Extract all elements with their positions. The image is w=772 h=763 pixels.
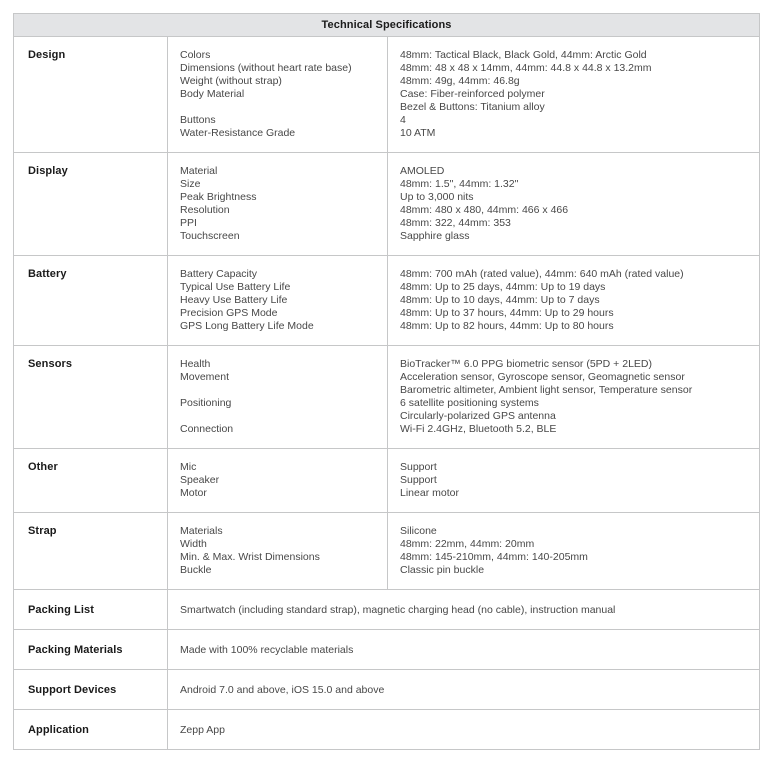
attribute-value: Circularly-polarized GPS antenna [400, 410, 556, 422]
attribute-label: Size [180, 178, 201, 190]
attribute-value: 4 [400, 114, 406, 126]
category-cell [14, 153, 168, 256]
category-cell [14, 670, 168, 710]
attribute-value: 48mm: 22mm, 44mm: 20mm [400, 538, 535, 550]
attribute-value: Sapphire glass [400, 230, 470, 242]
category-cell [14, 513, 168, 590]
value-list-cell [388, 256, 760, 346]
row-value: Android 7.0 and above, iOS 15.0 and above [180, 683, 385, 696]
category-label: Strap [28, 525, 57, 537]
attribute-value: 48mm: 49g, 44mm: 46.8g [400, 75, 520, 87]
attribute-value: 48mm: 700 mAh (rated value), 44mm: 640 mAh (rated value) [400, 268, 684, 280]
attribute-list-cell [168, 449, 388, 513]
attribute-label: Movement [180, 371, 230, 383]
attribute-label: Buttons [180, 114, 216, 126]
table-header-row [14, 14, 760, 37]
value-list-cell [388, 153, 760, 256]
attribute-label: Weight (without strap) [180, 75, 282, 87]
attribute-label: Resolution [180, 204, 230, 216]
merged-value-cell [168, 590, 760, 630]
value-list-cell [388, 37, 760, 153]
category-cell [14, 449, 168, 513]
attribute-label [180, 410, 375, 423]
category-cell [14, 630, 168, 670]
attribute-value: BioTracker™ 6.0 PPG biometric sensor (5PD + 2LED) [400, 358, 652, 370]
attribute-value: 48mm: 1.5", 44mm: 1.32" [400, 178, 519, 190]
category-cell [14, 346, 168, 449]
merged-value-cell [168, 710, 760, 750]
attribute-value: Bezel & Buttons: Titanium alloy [400, 101, 545, 113]
attribute-value: Support [400, 474, 437, 486]
attribute-label: Colors [180, 49, 211, 61]
attribute-value: 48mm: 145-210mm, 44mm: 140-205mm [400, 551, 588, 563]
attribute-label: Width [180, 538, 207, 550]
attribute-label: PPI [180, 217, 197, 229]
category-label: Other [28, 461, 58, 473]
attribute-label: Precision GPS Mode [180, 307, 278, 319]
attribute-value: Classic pin buckle [400, 564, 485, 576]
attribute-label: Peak Brightness [180, 191, 257, 203]
spec-table-body [14, 37, 760, 750]
category-cell [14, 37, 168, 153]
attribute-list-cell [168, 37, 388, 153]
attribute-label [180, 101, 375, 114]
value-list-cell [388, 346, 760, 449]
attribute-value: Acceleration sensor, Gyroscope sensor, Geomagnetic sensor [400, 371, 685, 383]
attribute-label [180, 384, 375, 397]
row-value: Zepp App [180, 723, 225, 736]
attribute-value: 48mm: Up to 25 days, 44mm: Up to 19 days [400, 281, 606, 293]
attribute-label: GPS Long Battery Life Mode [180, 320, 314, 332]
section-row-battery [14, 256, 760, 346]
attribute-value: Barometric altimeter, Ambient light sensor, Temperature sensor [400, 384, 693, 396]
section-row-display [14, 153, 760, 256]
attribute-label: Battery Capacity [180, 268, 258, 280]
attribute-label: Typical Use Battery Life [180, 281, 291, 293]
attribute-value: Linear motor [400, 487, 459, 499]
category-label: Packing Materials [28, 643, 123, 656]
attribute-label: Health [180, 358, 211, 370]
attribute-value: 48mm: Up to 10 days, 44mm: Up to 7 days [400, 294, 600, 306]
attribute-label: Dimensions (without heart rate base) [180, 62, 352, 74]
attribute-label: Connection [180, 423, 234, 435]
attribute-value: Support [400, 461, 437, 473]
attribute-value: 48mm: 48 x 48 x 14mm, 44mm: 44.8 x 44.8 x 13.2mm [400, 62, 652, 74]
attribute-list-cell [168, 513, 388, 590]
attribute-value: 48mm: Tactical Black, Black Gold, 44mm: Arctic Gold [400, 49, 647, 61]
value-list-cell [388, 449, 760, 513]
category-label: Design [28, 49, 66, 61]
attribute-label: Buckle [180, 564, 212, 576]
attribute-value: 10 ATM [400, 127, 436, 139]
simple-row-packing-materials [14, 630, 760, 670]
row-value: Smartwatch (including standard strap), magnetic charging head (no cable), instruction manual [180, 603, 616, 616]
category-label: Support Devices [28, 683, 117, 696]
section-row-design [14, 37, 760, 153]
attribute-label: Body Material [180, 88, 245, 100]
attribute-label: Water-Resistance Grade [180, 127, 296, 139]
attribute-list-cell [168, 346, 388, 449]
merged-value-cell [168, 670, 760, 710]
simple-row-application [14, 710, 760, 750]
attribute-value: 6 satellite positioning systems [400, 397, 539, 409]
section-row-other [14, 449, 760, 513]
row-value: Made with 100% recyclable materials [180, 643, 354, 656]
attribute-label: Motor [180, 487, 207, 499]
category-label: Application [28, 723, 89, 736]
category-label: Display [28, 165, 68, 177]
attribute-label: Material [180, 165, 218, 177]
simple-row-support-devices [14, 670, 760, 710]
attribute-label: Speaker [180, 474, 220, 486]
table-title: Technical Specifications [14, 14, 760, 37]
attribute-list-cell [168, 256, 388, 346]
section-row-strap [14, 513, 760, 590]
attribute-value: Silicone [400, 525, 437, 537]
category-cell [14, 590, 168, 630]
category-label: Packing List [28, 603, 94, 616]
category-cell [14, 710, 168, 750]
attribute-value: AMOLED [400, 165, 445, 177]
category-cell [14, 256, 168, 346]
attribute-value: 48mm: 480 x 480, 44mm: 466 x 466 [400, 204, 569, 216]
attribute-value: 48mm: Up to 37 hours, 44mm: Up to 29 hours [400, 307, 614, 319]
attribute-label: Touchscreen [180, 230, 240, 242]
category-label: Sensors [28, 358, 73, 370]
attribute-label: Mic [180, 461, 197, 473]
category-label: Battery [28, 268, 67, 280]
spec-table [13, 13, 760, 750]
value-list-cell [388, 513, 760, 590]
attribute-label: Positioning [180, 397, 232, 409]
attribute-list-cell [168, 153, 388, 256]
attribute-value: Wi-Fi 2.4GHz, Bluetooth 5.2, BLE [400, 423, 557, 435]
attribute-value: 48mm: Up to 82 hours, 44mm: Up to 80 hours [400, 320, 614, 332]
attribute-value: Up to 3,000 nits [400, 191, 474, 203]
attribute-label: Materials [180, 525, 223, 537]
attribute-value: 48mm: 322, 44mm: 353 [400, 217, 511, 229]
attribute-value: Case: Fiber-reinforced polymer [400, 88, 545, 100]
attribute-label: Heavy Use Battery Life [180, 294, 288, 306]
merged-value-cell [168, 630, 760, 670]
section-row-sensors [14, 346, 760, 449]
attribute-label: Min. & Max. Wrist Dimensions [180, 551, 320, 563]
simple-row-packing-list [14, 590, 760, 630]
